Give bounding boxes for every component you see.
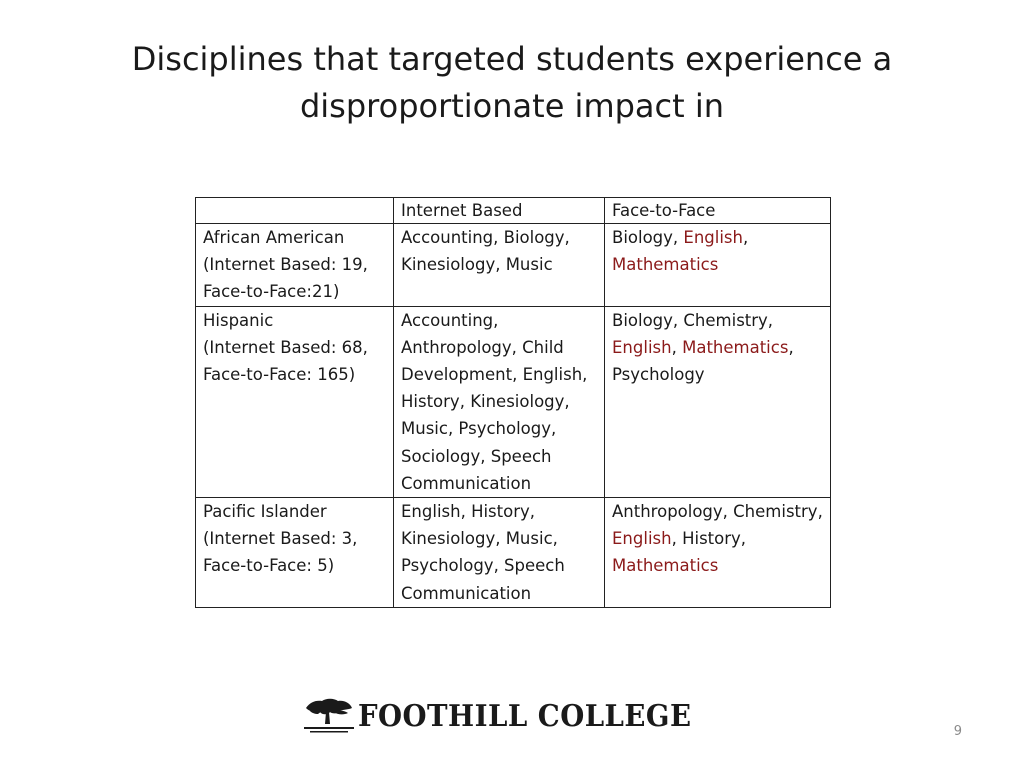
group-cell [196,306,394,497]
highlighted-discipline: English [612,337,672,357]
logo-text: FOOTHILL COLLEGE [358,698,692,734]
page-number: 9 [953,724,962,739]
highlighted-discipline: Mathematics [612,255,719,275]
highlighted-discipline: English [612,529,672,549]
highlighted-discipline: Mathematics [612,556,719,576]
discipline-text: , [671,337,683,357]
table-header-row [196,198,831,224]
table-row-african-american [196,224,831,307]
group-name: African American [203,228,345,247]
foothill-college-logo [304,696,720,736]
discipline-text: , History, [671,529,747,549]
slide-title-line-1: Disciplines that targeted students experience a [131,40,893,78]
internet-based-cell: Accounting, Anthropology, Child Development, English, History, Kinesiology, Music, Psychology, Sociology, Speech Communication [394,306,605,497]
discipline-text: Biology, [612,228,684,247]
table-row-hispanic [196,306,831,497]
group-counts-internet: (Internet Based: 68, [203,337,368,357]
discipline-text: , Psychology [612,337,794,385]
discipline-text: , [743,228,749,247]
group-cell [196,224,394,307]
discipline-text: Anthropology, Chemistry, [612,502,823,522]
highlighted-discipline: Mathematics [682,337,789,357]
group-name: Hispanic [203,310,274,330]
tree-logo-icon [304,697,354,735]
slide-title [0,36,1024,130]
group-counts-face-to-face: Face-to-Face: 5) [203,556,335,576]
table-row-pacific-islander [196,498,831,608]
slide-title-line-2: disproportionate impact in [299,87,725,125]
highlighted-discipline: English [683,228,743,247]
table-header-face-to-face: Face-to-Face [605,198,831,224]
group-counts-internet: (Internet Based: 3, [203,529,358,549]
table-header-internet-based: Internet Based [394,198,605,224]
face-to-face-cell [605,224,831,307]
discipline-text: Biology, Chemistry, [612,310,774,330]
group-name: Pacific Islander [203,502,327,522]
face-to-face-cell [605,498,831,608]
face-to-face-cell [605,306,831,497]
disciplines-table [195,197,831,608]
table-header-empty [196,198,394,224]
internet-based-cell: English, History, Kinesiology, Music, Psychology, Speech Communication [394,498,605,608]
group-counts-face-to-face: Face-to-Face: 165) [203,365,356,385]
group-counts-face-to-face: Face-to-Face:21) [203,282,340,302]
internet-based-cell: Accounting, Biology, Kinesiology, Music [394,224,605,307]
group-cell [196,498,394,608]
group-counts-internet: (Internet Based: 19, [203,255,368,275]
